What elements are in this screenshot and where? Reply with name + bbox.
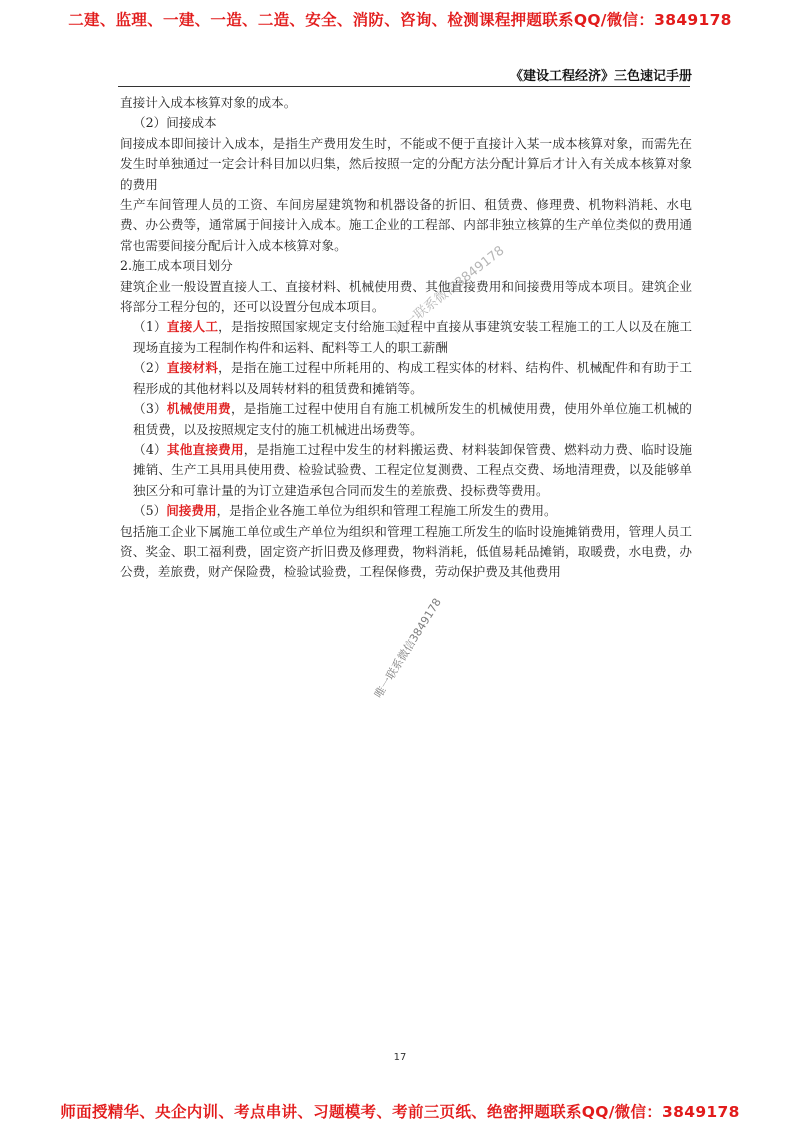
top-promo-banner: 二建、监理、一建、一造、二造、安全、消防、咨询、检测课程押题联系QQ/微信：3849178: [68, 11, 732, 29]
cost-item-term: 间接费用: [166, 503, 217, 519]
cost-item-number: （5）: [133, 503, 167, 519]
cost-item: [120, 317, 692, 358]
intro-line: 直接计入成本核算对象的成本。: [120, 95, 297, 110]
cost-item-description: ，是指企业各施工单位为组织和管理工程施工所发生的费用。: [216, 503, 557, 519]
bottom-promo-banner: 师面授精华、央企内训、考点串讲、习题模考、考前三页纸、绝密押题联系QQ/微信：3849178: [60, 1103, 740, 1121]
cost-item: [120, 358, 692, 399]
watermark-text: 唯一联系微信3849178: [391, 243, 508, 339]
cost-item-description: ，是指施工过程中使用自有施工机械所发生的机械使用费，使用外单位施工机械的租赁费，以及按照规定支付的施工机械进出场费等。: [133, 401, 693, 437]
watermark-text: 唯一联系微信3849178: [371, 596, 444, 701]
cost-item-number: （1）: [133, 319, 167, 335]
cost-item-description: ，是指施工过程中发生的材料搬运费、材料装卸保管费、燃料动力费、临时设施摊销、生产工具用具使用费、检验试验费、工程定位复测费、工程点交费、场地清理费，以及能够单独区分和可靠计量的为订立建造承包合同而发生的差旅费、投标费等费用。: [133, 441, 693, 498]
paragraph-indirect-definition: 间接成本即间接计入成本，是指生产费用发生时，不能或不便于直接计入某一成本核算对象，而需先在发生时单独通过一定会计科目加以归集，然后按照一定的分配方法分配计算后才计入有关成本核算对象的费用: [120, 135, 692, 192]
cost-item-description: ，是指按照国家规定支付给施工过程中直接从事建筑安装工程施工的工人以及在施工现场直接为工程制作构件和运料、配料等工人的职工薪酬: [133, 319, 693, 355]
cost-item-term: 直接材料: [166, 360, 219, 376]
paragraph-cost-items: 建筑企业一般设置直接人工、直接材料、机械使用费、其他直接费用和间接费用等成本项目。建筑企业将部分工程分包的，还可以设置分包成本项目。: [120, 278, 692, 315]
cost-item-term: 其他直接费用: [166, 441, 244, 457]
page-header-title: 《建设工程经济》三色速记手册: [509, 69, 692, 84]
cost-item: [120, 501, 692, 521]
cost-item: [120, 440, 692, 501]
header-divider: [118, 86, 690, 87]
cost-item-number: （3）: [133, 401, 167, 417]
paragraph-indirect-cost-contents: 包括施工企业下属施工单位或生产单位为组织和管理工程施工所发生的临时设施摊销费用，管理人员工资、奖金、职工福利费，固定资产折旧费及修理费，物料消耗，低值易耗品摊销，取暖费，水电费，办公费，差旅费，财产保险费，检验试验费，工程保修费，劳动保护费及其他费用: [120, 523, 692, 580]
cost-item: [120, 399, 692, 440]
cost-item-term: 机械使用费: [166, 401, 231, 417]
cost-item-description: ，是指在施工过程中所耗用的、构成工程实体的材料、结构件、机械配件和有助于工程形成的其他材料以及周转材料的租赁费和摊销等。: [133, 360, 693, 396]
section-heading-cost-items: 2.施工成本项目划分: [120, 258, 233, 274]
document-body: [120, 93, 692, 583]
paragraph-indirect-example: 生产车间管理人员的工资、车间房屋建筑物和机器设备的折旧、租赁费、修理费、机物料消耗、水电费、办公费等，通常属于间接计入成本。施工企业的工程部、内部非独立核算的生产单位类似的费用通常也需要间接分配后计入成本核算对象。: [120, 197, 692, 253]
cost-item-number: （2）: [133, 360, 167, 376]
page-number: 17: [393, 1052, 407, 1063]
cost-item-term: 直接人工: [166, 319, 219, 335]
cost-item-number: （4）: [133, 441, 167, 457]
section-heading-indirect-cost: （2）间接成本: [133, 115, 217, 131]
